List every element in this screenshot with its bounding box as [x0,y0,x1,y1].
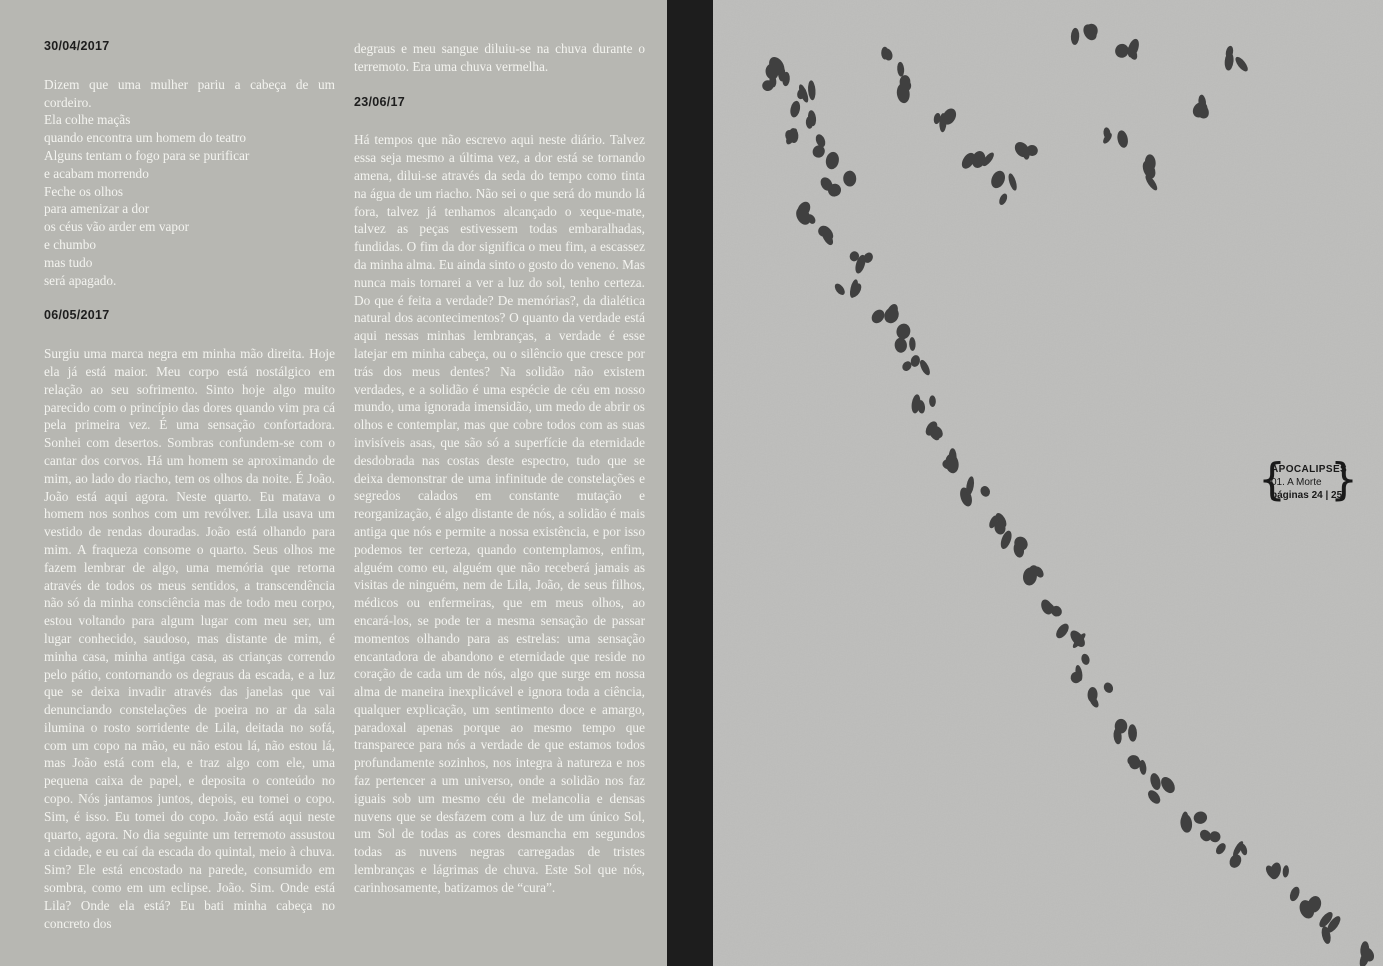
section-title: APOCALIPSES [1271,464,1348,475]
poem-line: Feche os olhos [44,183,124,199]
ink-mark [762,80,773,91]
entry-date-2: 06/05/2017 [44,308,110,323]
poem-line: e acabam morrendo [44,165,149,181]
poem-line: Ela colhe maçãs [44,112,131,128]
text-column-left [44,38,335,950]
right-brace-icon: } [1330,454,1358,505]
poem-line: Dizem que uma mulher pariu a cabeça de um cordeiro. [44,76,335,110]
text-column-right [354,40,645,915]
poem-line: e chumbo [44,236,97,252]
page-numbers: páginas 24 | 25 [1271,490,1343,501]
poem-line: será apagado. [44,272,117,288]
poem-line: quando encontra um homem do teatro [44,130,246,146]
entry-date-1: 30/04/2017 [44,39,110,53]
entry-body-3: Há tempos que não escrevo aqui neste diário. Talvez essa seja mesmo a última vez, a dor está se tornando amena, dilui-se através da seda do tempo como tinta na água de um riacho. Não sei o que será do mundo lá fora, talvez já tenhamos alcançado o xeque-mate, talvez as peças estivessem todas embaralhadas, fundidas. O fim da dor significa o meu fim, a escassez da minha alma. Eu ainda sinto o gosto do veneno. Mas nunca mais tornarei a ver a luz do sol, tenho certeza. Do que é feita a verdade? De memórias?, da dialética natural dos acontecimentos? O quanto da verdade está aqui nessas minhas lembranças, a verdade é esse latejar em minha cabeça, ou o silêncio que cresce por trás dos meus dentes? Na solidão não existem verdades, e a solidão é uma espécie de céu em nosso mundo, uma ignorada imensidão, um medo de abrir os olhos e contemplar, mas que cobre todos com as suas invisíveis asas, que são só a superfície da eternidade desdobrada nas costas deste espectro, tudo que se deixa demonstrar de uma infinitude de constelações e segredos calados em constante mutação e reorganização, é algo distante de nós, a solidão é mais antiga que nós e permite a nossa existência, e por isso podemos ter certeza, quando contemplamos, enfim, alguém como eu, alguém que não receberá jamais as visitas de ninguém, nem de Lila, João, de seus filhos, médicos ou enfermeiras, que em meus olhos, ao encará-los, se pode ter a mesma sensação de passar momentos olhando para as estrelas: uma sensação encantadora de abandono e eternidade que reside no coração de cada um de nós, algo que surge em nossa alma de maneira inexplicável e ignora toda a ciência, qualquer explicação, um sentimento doce e amargo, paradoxal apenas porque ao mesmo tempo que transparece para nós a verdade de que estamos todos profundamente sozinhos, nos integra à natureza e nos faz pertencer a um universo, onde a solidão nos faz iguais sob um mesmo céu de melancolia e densas nuvens que se desfazem com a luz de um único Sol, um Sol de todas as cores desmancha em segundos todas as nuvens negras carregadas de tristes lembranças e lágrimas de chuva. Este Sol que nós, carinhosamente, batizamos de “cura”. [354,132,645,895]
page-gutter [667,0,713,966]
poem-line: para amenizar a dor [44,201,150,217]
poem-line: mas tudo [44,254,93,270]
entry-body-2a: Surgiu uma marca negra em minha mão direita. Hoje ela já está maior. Meu corpo está nostálgico em relação ao seu sofrimento. Sinto hoje algo muito parecido com o princípio das dores quando vim pra cá pela primeira vez. É uma sensação confortadora. Sonhei com desertos. Sombras confundem-se com o cantar dos corvos. Há um homem se aproximando de mim, ao lado do riacho, tem os olhos da noite. É João. João está aqui agora. Neste quarto. Eu matava o homem nos sonhos com um revólver. Lila usava um vestido de rendas douradas. João está olhando para mim. A fraqueza consome o quarto. Seus olhos me fazem lembrar de algo, uma memória que retorna através de todos os meus sentidos, a transcendência não só da minha consciência mas de todo meu corpo, estou voltando para algum lugar com meu ser, um lugar conhecido, saudoso, mas distante de mim, é minha casa, minha antiga casa, as crianças correndo pelo pátio, contornando os degraus da escada, e a luz que se deixa invadir através das janelas que vai denunciando constelações de poeira no ar da sala ilumina o rosto sorridente de Lila, deitada no sofá, com um copo na mão, eu não estou lá, não estou lá, mas João está com ela, e traz algo com ele, uma pequena caixa de papel, e deposita o conteúdo no copo. Nós jantamos juntos, depois, eu tomei o copo. Sim, é isso. Eu tomei do copo. João está aqui neste quarto, agora. No dia seguinte um terremoto assustou a cidade, e eu caí da escada do quintal, meio à chuva. Sim? Ele está encostado na parede, consumido em sombra, como em um eclipse. João. Sim. Onde está Lila? Onde ela está? Eu bati minha cabeça no concreto dos [44,346,335,931]
poem-line: os céus vão arder em vapor [44,219,190,235]
left-brace-icon: { [1258,454,1286,505]
chapter-title: 01. A Morte [1271,477,1322,488]
left-page [0,0,667,966]
section-tab [1258,456,1358,508]
poem-line: Alguns tentam o fogo para se purificar [44,147,250,163]
poem [44,76,335,290]
entry-body-2b: degraus e meu sangue diluiu-se na chuva durante o terremoto. Era uma chuva vermelha. [354,41,645,74]
entry-date-3: 23/06/17 [354,94,406,109]
